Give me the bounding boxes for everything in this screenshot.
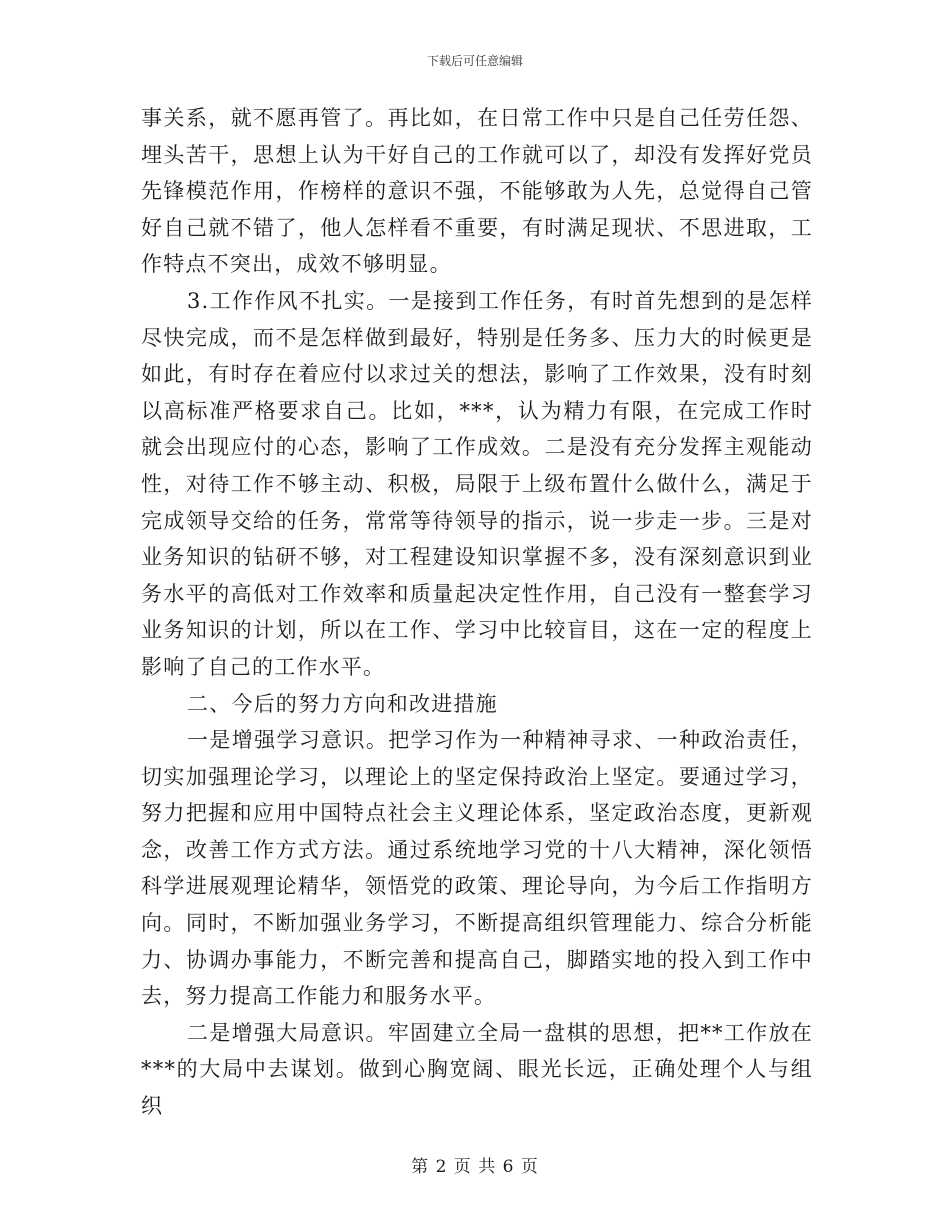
paragraph-2: 3.工作作风不扎实。一是接到工作任务，有时首先想到的是怎样尽快完成，而不是怎样做到最好，特别是任务多、压力大的时候更是如此，有时存在着应付以求过关的想法，影响了工作效果，没有时刻以高标准严格要求自己。比如，***，认为精力有限，在完成工作时就会出现应付的心态，影响了工作成效。二是没有充分发挥主观能动性，对待工作不够主动、积极，局限于上级布置什么做什么，满足于完成领导交给的任务，常常等待领导的指示，说一步走一步。三是对业务知识的钻研不够，对工程建设知识掌握不多，没有深刻意识到业务水平的高低对工作效率和质量起决定性作用，自己没有一整套学习业务知识的计划，所以在工作、学习中比较盲目，这在一定的程度上影响了自己的工作水平。 xyxy=(141,288,813,679)
page-number: 第 2 页 共 6 页 xyxy=(411,1157,539,1177)
paragraph-4: 二是增强大局意识。牢固建立全局一盘棋的思想，把**工作放在***的大局中去谋划。做到心胸宽阔、眼光长远，正确处理个人与组织 xyxy=(141,1020,813,1119)
document-body xyxy=(141,100,813,1125)
paragraph-3: 一是增强学习意识。把学习作为一种精神寻求、一种政治责任，切实加强理论学习，以理论上的坚定保持政治上坚定。要通过学习，努力把握和应用中国特点社会主义理论体系，坚定政治态度，更新观念，改善工作方式方法。通过系统地学习党的十八大精神，深化领悟科学进展观理论精华，领悟党的政策、理论导向，为今后工作指明方向。同时，不断加强业务学习，不断提高组织管理能力、综合分析能力、协调办事能力，不断完善和提高自己，脚踏实地的投入到工作中去，努力提高工作能力和服务水平。 xyxy=(141,728,813,1009)
section-heading: 二、今后的努力方向和改进措施 xyxy=(187,691,498,716)
page-header-note: 下载后可任意编辑 xyxy=(426,54,523,68)
paragraph-1: 事关系，就不愿再管了。再比如，在日常工作中只是自己任劳任怨、埋头苦干，思想上认为干好自己的工作就可以了，却没有发挥好党员先锋模范作用，作榜样的意识不强，不能够敢为人先，总觉得自己管好自己就不错了，他人怎样看不重要，有时满足现状、不思进取，工作特点不突出，成效不够明显。 xyxy=(141,106,813,277)
